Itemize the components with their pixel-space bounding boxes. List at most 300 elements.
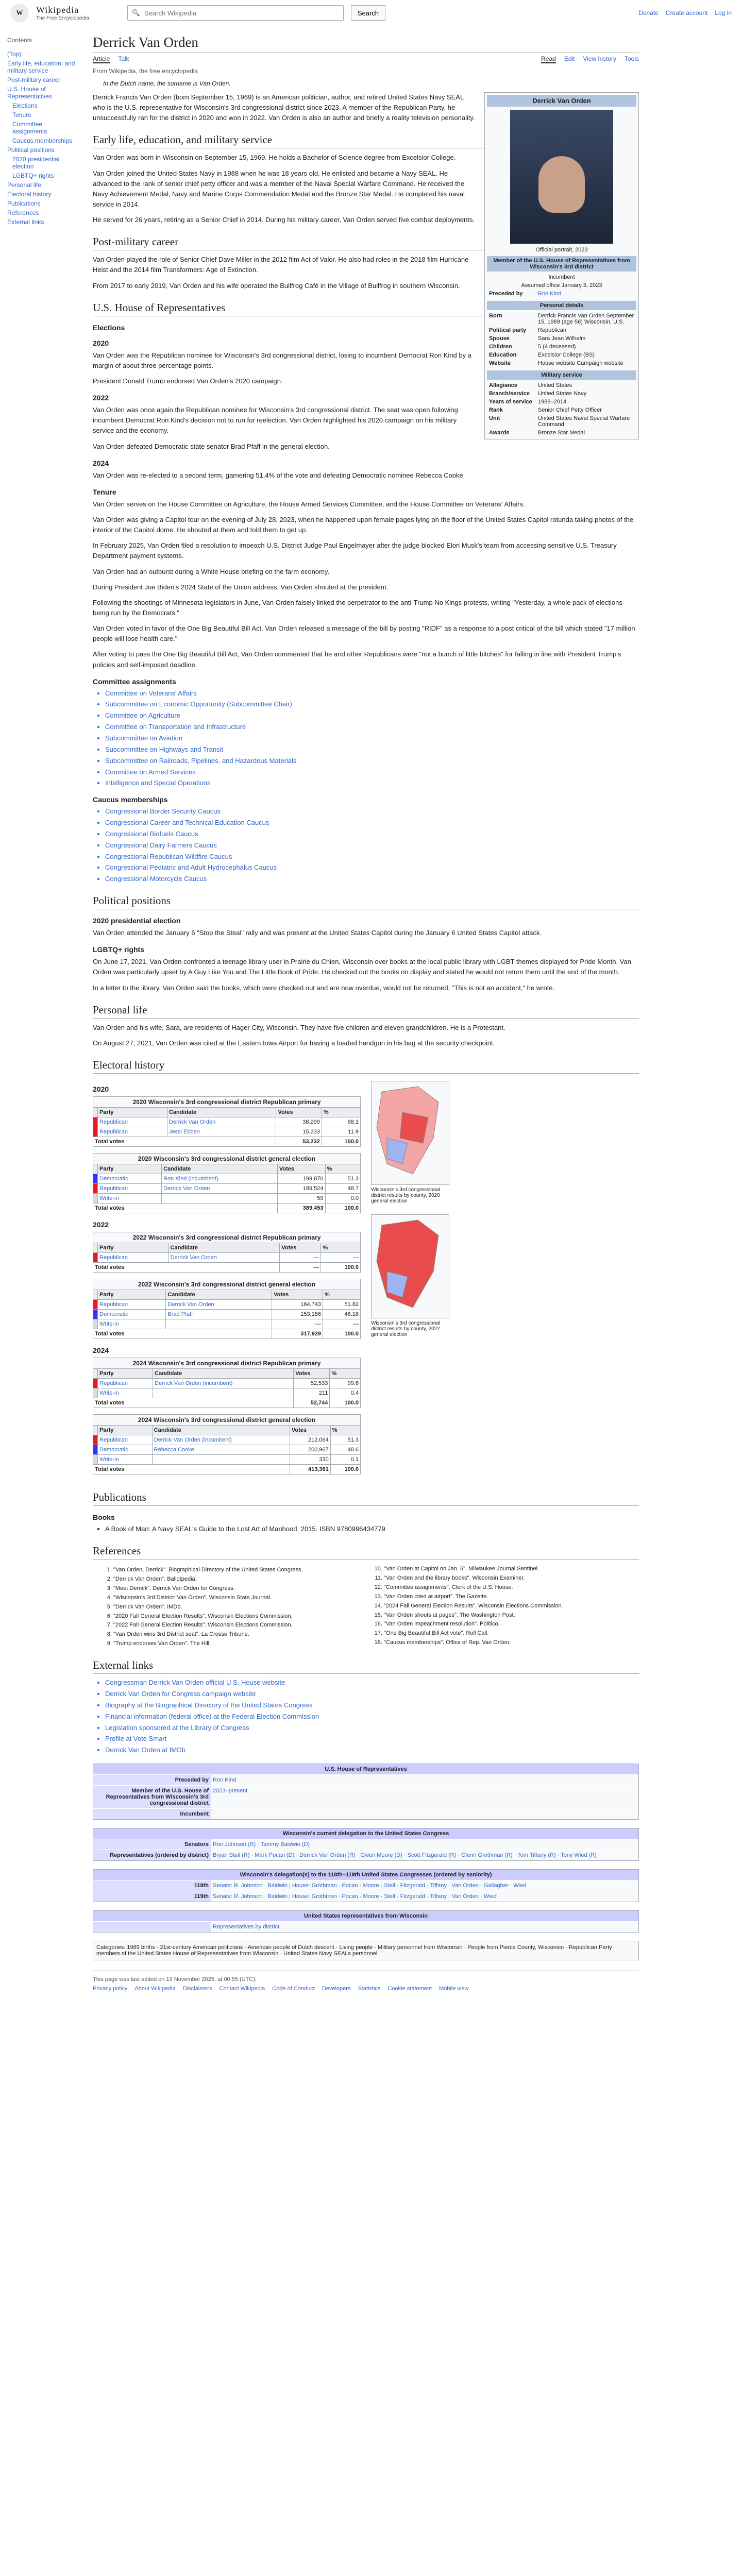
swatch-header (93, 1368, 98, 1378)
percent-cell: 88.1 (322, 1117, 360, 1127)
infobox-row (487, 398, 636, 406)
external-link[interactable]: • Derrick Van Orden for Congress campaign website (105, 1689, 639, 1699)
table-header-row (93, 1107, 361, 1117)
infobox-value: Excelsior College (BS) (538, 352, 595, 358)
total-label: Total votes (93, 1203, 278, 1213)
total-row (93, 1398, 361, 1408)
party-cell[interactable]: Write-in (98, 1454, 153, 1464)
assumed-office: Assumed office January 3, 2023 (521, 282, 602, 289)
tables-2020 (93, 1096, 361, 1213)
footer-links (93, 1986, 639, 1992)
navbox-title[interactable]: U.S. House of Representatives (93, 1764, 638, 1774)
party-color (93, 1388, 98, 1398)
results-map-2022[interactable] (371, 1214, 449, 1318)
committee-item[interactable]: • Intelligence and Special Operations (105, 778, 639, 788)
reference-item: 12. "Committee assignments". Clerk of the U.S. House. (384, 1584, 639, 1592)
reference-item: 15. "Van Orden shouts at pages". The Washington Post. (384, 1612, 639, 1620)
percent-cell: 51.3 (325, 1174, 360, 1183)
table-row (93, 1127, 361, 1137)
search-button[interactable]: Search (351, 5, 385, 21)
table-row (93, 1435, 361, 1445)
total-votes: 413,361 (290, 1464, 330, 1474)
navbox-row (93, 1850, 638, 1860)
toc-item[interactable]: Post-military career (7, 76, 61, 83)
military-service-header: Military service (487, 370, 636, 380)
portrait-caption: Official portrait, 2023 (535, 247, 588, 253)
votes-cell: 153,186 (272, 1309, 323, 1319)
toc-subitem[interactable]: Tenure (12, 111, 31, 118)
section-heading: Personal life (93, 1004, 639, 1019)
caucus-item[interactable]: • Congressional Biofuels Caucus (105, 829, 639, 839)
party-cell[interactable]: Democratic (98, 1174, 162, 1183)
login-link[interactable]: Log in (715, 9, 732, 16)
infobox-value: 1988–2014 (538, 399, 567, 405)
column-header: Votes (272, 1290, 323, 1299)
votes-cell: 211 (294, 1388, 330, 1398)
reference-item: 9. "Trump endorses Van Orden". The Hill. (113, 1640, 368, 1648)
reference-item: 11. "Van Orden and the library books". Wisconsin Examiner. (384, 1574, 639, 1583)
votes-cell: 189,524 (277, 1183, 325, 1193)
party-cell[interactable]: Republican (98, 1299, 166, 1309)
candidate-cell[interactable]: Jessi Ebben (167, 1127, 276, 1137)
total-votes: 389,453 (277, 1203, 325, 1213)
tagline: The Free Encyclopedia (36, 15, 89, 21)
external-link[interactable]: • Derrick Van Orden at IMDb (105, 1745, 639, 1755)
section-heading: U.S. House of Representatives (93, 301, 639, 316)
section-heading: Electoral history (93, 1059, 639, 1074)
paragraph: Van Orden serves on the House Committee on Agriculture, the House Armed Services Committee, and the House Committee on Veterans' Affairs. (93, 500, 525, 508)
create-account-link[interactable]: Create account (665, 9, 708, 16)
navbox-list[interactable]: Senate: R. Johnson · Baldwin | House: Grothman · Pocan · Moore · Steil · Fitzgerald · Tiffany · Van Orden · Gallagher · Wied (211, 1880, 638, 1891)
party-color (93, 1435, 98, 1445)
column-header: Party (98, 1425, 153, 1435)
votes-cell: 15,233 (276, 1127, 322, 1137)
column-header: % (330, 1425, 360, 1435)
candidate-cell[interactable] (153, 1388, 294, 1398)
candidate-cell[interactable]: Derrick Van Orden (166, 1299, 272, 1309)
section-heading: Post-military career (93, 235, 639, 250)
total-votes: 53,232 (276, 1137, 322, 1146)
paragraph: Van Orden attended the January 6 "Stop the Steal" rally and was present at the United States Capitol during the January 6 United States Capitol attack. (93, 929, 542, 937)
paragraph: On August 27, 2021, Van Orden was cited at the Eastern Iowa Airport for having a loaded handgun in his bag at the security checkpoint. (93, 1039, 495, 1047)
percent-cell: 48.7 (325, 1183, 360, 1193)
party-cell[interactable]: Republican (98, 1127, 167, 1137)
caucus-item[interactable]: • Congressional Motorcycle Caucus (105, 874, 639, 884)
toc-item[interactable]: U.S. House of Representatives (7, 86, 52, 100)
navbox-list[interactable]: Ron Johnson (R) · Tammy Baldwin (D) (211, 1839, 638, 1850)
paragraph: Van Orden had an outburst during a White House briefing on the farm economy. (93, 567, 330, 575)
party-color (93, 1127, 98, 1137)
election-table (93, 1096, 361, 1147)
map-caption: Wisconsin's 3rd congressional district results by county, 2022 general election (371, 1320, 441, 1337)
percent-cell: 48.18 (323, 1309, 360, 1319)
total-row (93, 1203, 361, 1213)
candidate-cell[interactable] (166, 1319, 272, 1329)
table-row (93, 1309, 361, 1319)
party-color (93, 1319, 98, 1329)
committee-list (93, 689, 639, 789)
election-maps (371, 1078, 453, 1481)
infobox-value: Republican (538, 327, 567, 333)
party-cell[interactable]: Republican (98, 1117, 167, 1127)
party-cell[interactable]: Write-in (98, 1193, 162, 1203)
infobox-row: Preceded by Ron Kind (489, 291, 562, 297)
swatch-header (93, 1164, 98, 1174)
column-header: Votes (280, 1243, 321, 1252)
toc-subitem[interactable]: Committee assignments (12, 121, 47, 135)
committee-item[interactable]: • Subcommittee on Aviation (105, 734, 639, 743)
section-heading: Political positions (93, 894, 639, 909)
tab-talk[interactable]: Talk (118, 55, 129, 62)
navbox-row (93, 1839, 638, 1850)
committee-item[interactable]: • Committee on Veterans' Affairs (105, 689, 639, 699)
table-row (93, 1319, 361, 1329)
toc-subitem[interactable]: Elections (12, 102, 38, 109)
tab-tools[interactable]: Tools (624, 55, 639, 62)
committee-item[interactable]: • Committee on Agriculture (105, 711, 639, 721)
subsection-heading: 2020 (93, 1084, 109, 1093)
infobox-row (487, 429, 636, 437)
infobox-label: Website (489, 360, 511, 366)
footer-link[interactable]: Mobile view (439, 1986, 469, 1992)
toc-subitem[interactable]: Caucus memberships (12, 137, 73, 144)
total-percent: 100.0 (330, 1464, 360, 1474)
party-color (93, 1252, 98, 1262)
candidate-cell[interactable]: Derrick Van Orden (167, 1117, 276, 1127)
paragraph: Van Orden and his wife, Sara, are residents of Hager City, Wisconsin. They have five children and eleven grandchildren. He is a Protestant. (93, 1023, 505, 1031)
navbox-list[interactable]: Representatives by district (211, 1922, 638, 1932)
footer-link[interactable]: Developers (322, 1986, 351, 1992)
top-header (0, 0, 742, 26)
references-list (93, 1565, 639, 1649)
reference-item: 13. "Van Orden cited at airport". The Gazette. (384, 1593, 639, 1601)
infobox-label: Born (489, 313, 502, 319)
party-cell[interactable]: Write-in (98, 1388, 153, 1398)
percent-cell: — (321, 1252, 361, 1262)
votes-cell: 200,967 (290, 1445, 330, 1454)
candidate-cell[interactable]: Derrick Van Orden (162, 1183, 278, 1193)
table-row (93, 1117, 361, 1127)
tab-read[interactable]: Read (541, 55, 556, 62)
toc-item[interactable]: Early life, education, and military service (7, 60, 75, 74)
navbox-list[interactable]: Ron Kind (211, 1775, 638, 1785)
election-table (93, 1279, 361, 1339)
subsection-heading: Caucus memberships (93, 795, 168, 804)
swatch-header (93, 1107, 98, 1117)
votes-cell: 59 (277, 1193, 325, 1203)
external-link[interactable]: • Legislation sponsored at the Library of Congress (105, 1723, 639, 1733)
caucus-item[interactable]: • Congressional Republican Wildfire Caucus (105, 852, 639, 862)
infobox-label: Allegiance (489, 382, 518, 388)
election-caption: 2022 Wisconsin's 3rd congressional district Republican primary (93, 1232, 361, 1243)
personal-rows (487, 312, 636, 367)
tab-history[interactable]: View history (583, 55, 616, 62)
paragraph: After voting to pass the One Big Beautiful Bill Act, Van Orden commented that he and other Republicans were "not a bunch of little bitches" for falling in line with President Trump's policies and self-imposed deadline. (93, 650, 621, 669)
navbox-list[interactable]: Senate: R. Johnson · Baldwin | House: Grothman · Pocan · Moore · Steil · Fitzgerald · Tiffany · Van Orden · Wied (211, 1891, 638, 1902)
total-row (93, 1464, 361, 1474)
military-rows (487, 381, 636, 437)
swatch-header (93, 1290, 98, 1299)
committee-item[interactable]: • Committee on Armed Services (105, 768, 639, 777)
table-row (93, 1388, 361, 1398)
page-actions (541, 55, 639, 63)
incumbent-label: Incumbent (548, 274, 575, 280)
candidate-cell[interactable] (162, 1193, 278, 1203)
personal-tools (638, 9, 732, 16)
paragraph: In a letter to the library, Van Orden said the books, which were checked out and are now overdue, would not be returned. "This is not an accident," he wrote. (93, 984, 555, 992)
county-map-icon (372, 1081, 448, 1183)
footer-link[interactable]: Contact Wikipedia (219, 1986, 265, 1992)
infobox-row (487, 414, 636, 429)
external-link[interactable]: • Financial information (federal office) at the Federal Election Commission (105, 1712, 639, 1722)
wikipedia-logo-icon[interactable]: W (10, 4, 29, 22)
party-cell[interactable]: Republican (98, 1435, 153, 1445)
infobox-value: United States (538, 382, 572, 388)
committee-item[interactable]: • Subcommittee on Highways and Transit (105, 745, 639, 755)
subsubsection-heading: 2024 (93, 459, 109, 467)
electoral-history (93, 1078, 639, 1481)
subsection-heading: 2024 (93, 1346, 109, 1354)
table-row (93, 1252, 361, 1262)
table-header-row (93, 1425, 361, 1435)
article-content (82, 26, 649, 1997)
section-heading: References (93, 1545, 639, 1560)
caucus-item[interactable]: • Congressional Border Security Caucus (105, 807, 639, 817)
party-cell[interactable]: Write-in (98, 1319, 166, 1329)
party-cell[interactable]: Democratic (98, 1309, 166, 1319)
column-header: Votes (294, 1368, 330, 1378)
external-link[interactable]: • Congressman Derrick Van Orden official U.S. House website (105, 1678, 639, 1688)
navbox-list[interactable]: Bryan Steil (R) · Mark Pocan (D) · Derrick Van Orden (R) · Gwen Moore (D) · Scott Fitzgerald (R) · Glenn Grothman (R) · Tom Tiffany (R) · Tony Wied (R) (211, 1850, 638, 1860)
table-row (93, 1183, 361, 1193)
caucus-item[interactable]: • Congressional Pediatric and Adult Hydrocephalus Caucus (105, 863, 639, 873)
total-label: Total votes (93, 1262, 280, 1272)
tab-edit[interactable]: Edit (564, 55, 575, 62)
committee-item[interactable]: • Subcommittee on Economic Opportunity (Subcommittee Chair) (105, 700, 639, 709)
navbox-row (93, 1785, 638, 1808)
candidate-cell[interactable]: Derrick Van Orden (incumbent) (152, 1435, 290, 1445)
paragraph: During President Joe Biden's 2024 State of the Union address, Van Orden shouted at the president. (93, 583, 389, 591)
toc-item[interactable]: External links (7, 218, 44, 226)
infobox-row (487, 406, 636, 414)
paragraph: Van Orden was once again the Republican nominee for Wisconsin's 3rd congressional district. The seat was open following incumbent Democrat Ron Kind's decision not to run for reelection. Van Orden highlighted his 2020 campaign on his military service and the economy. (93, 406, 458, 435)
infobox-row (487, 334, 636, 343)
votes-cell: — (280, 1252, 321, 1262)
infobox-value: Derrick Francis Van Orden September 15, 1969 (age 56) Wisconsin, U.S. (538, 313, 634, 325)
footer-link[interactable]: About Wikipedia (134, 1986, 176, 1992)
total-percent: 100.0 (330, 1398, 361, 1408)
subsubsection-heading: 2022 (93, 394, 109, 402)
swatch-header (93, 1425, 98, 1435)
infobox-row (487, 351, 636, 359)
subsection-heading: Elections (93, 323, 125, 332)
infobox-label: Years of service (489, 399, 532, 405)
votes-cell: 164,743 (272, 1299, 323, 1309)
table-row (93, 1193, 361, 1203)
election-table (93, 1414, 361, 1475)
infobox-value: United States Naval Special Warfare Command (538, 415, 630, 428)
infobox-value: Bronze Star Medal (538, 430, 585, 436)
navbox-group: Representatives (ordered by district) (93, 1850, 211, 1860)
party-color (93, 1454, 98, 1464)
reference-item: 3. "Meet Derrick". Derrick Van Orden for Congress. (113, 1585, 368, 1593)
page-tabs (93, 55, 639, 63)
footer-link[interactable]: Disclaimers (182, 1986, 212, 1992)
reference-item: 2. "Derrick Van Orden". Ballotpedia. (113, 1575, 368, 1584)
table-header-row (93, 1164, 361, 1174)
subsection-heading: LGBTQ+ rights (93, 945, 144, 954)
category-links[interactable]: Categories: 1969 births · 21st-century American politicians · American people of Dutch descent · Living people · Military personnel from Wisconsin · People from Pierce County, Wisconsin · Republican Party members of the United States House of Representatives from Wisconsin · United States Navy SEALs personnel (93, 1941, 639, 1960)
infobox (484, 92, 639, 439)
footer-link[interactable]: Privacy policy (93, 1986, 128, 1992)
wordmark-block (36, 5, 89, 21)
votes-cell: 199,870 (277, 1174, 325, 1183)
navbox (93, 1869, 639, 1902)
paragraph: Van Orden defeated Democratic state senator Brad Pfaff in the general election. (93, 442, 330, 450)
section-heading: External links (93, 1659, 639, 1674)
table-of-contents (0, 26, 82, 1997)
portrait-image[interactable] (510, 110, 613, 244)
section-heading: Early life, education, and military service (93, 133, 639, 148)
column-header: Party (98, 1368, 153, 1378)
candidate-cell[interactable]: Derrick Van Orden (incumbent) (153, 1378, 294, 1388)
column-header: % (325, 1164, 360, 1174)
column-header: Votes (276, 1107, 322, 1117)
paragraph: Van Orden joined the United States Navy in 1988 when he was 18 years old. He enlisted and became a Navy SEAL. He advanced to the rank of senior chief petty officer and was a member of the Naval Special Warfare Command. He received the Navy Achievement Medal, Navy and Marine Corps Commendation Medal and the Bronze Star Medal. He completed his naval service in 2014. (93, 169, 465, 208)
toc-item[interactable]: Political positions (7, 146, 55, 154)
wordmark[interactable]: Wikipedia (36, 5, 79, 15)
footer-link[interactable]: Code of Conduct (272, 1986, 315, 1992)
infobox-row (487, 381, 636, 389)
total-row (93, 1329, 361, 1338)
county-shape (377, 1220, 439, 1308)
navbox-title[interactable]: United States representatives from Wisconsin (93, 1911, 638, 1921)
caucus-item[interactable]: • Congressional Dairy Farmers Caucus (105, 841, 639, 851)
committee-item[interactable]: • Committee on Transportation and Infrastructure (105, 722, 639, 732)
party-cell[interactable]: Republican (98, 1183, 162, 1193)
election-caption: 2020 Wisconsin's 3rd congressional district Republican primary (93, 1096, 361, 1107)
column-header: Party (98, 1107, 167, 1117)
candidate-cell[interactable]: Ron Kind (incumbent) (162, 1174, 278, 1183)
navbox-title[interactable]: Wisconsin's delegation(s) to the 118th–119th United States Congresses (ordered by seniority) (93, 1870, 638, 1880)
party-color (93, 1299, 98, 1309)
table-row (93, 1445, 361, 1454)
last-edited: This page was last edited on 19 November 2025, at 00:55 (UTC). (93, 1976, 257, 1983)
candidate-cell[interactable]: Derrick Van Orden (168, 1252, 280, 1262)
county-shape (400, 1112, 428, 1143)
candidate-cell[interactable]: Brad Pfaff (166, 1309, 272, 1319)
swatch-header (93, 1243, 98, 1252)
column-header: % (323, 1290, 360, 1299)
hatnote: In the Dutch name, the surname is Van Orden. (103, 80, 231, 87)
column-header: % (321, 1243, 361, 1252)
caucus-item[interactable]: • Congressional Career and Technical Education Caucus (105, 818, 639, 828)
navbox-row (93, 1808, 638, 1819)
toc-top[interactable]: (Top) (7, 50, 22, 58)
table-row (93, 1378, 361, 1388)
infobox-label: Branch/service (489, 391, 530, 397)
table-row (93, 1454, 361, 1464)
paragraph: Van Orden was born in Wisconsin on September 15, 1969. He holds a Bachelor of Science degree from Excelsior College. (93, 154, 456, 162)
portrait-figure (538, 156, 585, 213)
footer-link[interactable]: Statistics (358, 1986, 381, 1992)
search-input[interactable] (143, 9, 339, 18)
party-cell[interactable]: Republican (98, 1378, 153, 1388)
infobox-row (487, 389, 636, 398)
toc-item[interactable]: Electoral history (7, 191, 52, 198)
election-caption: 2022 Wisconsin's 3rd congressional district general election (93, 1279, 361, 1290)
column-header: % (330, 1368, 361, 1378)
reference-item: 10. "Van Orden at Capitol on Jan. 6". Milwaukee Journal Sentinel. (384, 1565, 639, 1573)
party-color (93, 1378, 98, 1388)
election-table (93, 1232, 361, 1273)
toc-item[interactable]: References (7, 209, 39, 216)
caucus-list (93, 807, 639, 884)
toc-item[interactable]: Personal life (7, 181, 42, 189)
party-cell[interactable]: Republican (98, 1252, 169, 1262)
toc-subitem[interactable]: 2020 presidential election (12, 156, 60, 170)
site-sub: From Wikipedia, the free encyclopedia (93, 67, 198, 75)
subsection-heading: 2022 (93, 1220, 109, 1229)
total-votes: 52,744 (294, 1398, 330, 1408)
reference-item: 5. "Derrick Van Orden". IMDb. (113, 1603, 368, 1612)
candidate-cell[interactable] (152, 1454, 290, 1464)
total-row (93, 1262, 361, 1272)
infobox-label: Spouse (489, 335, 510, 342)
reference-item: 18. "Caucus memberships". Office of Rep. Van Orden. (384, 1639, 639, 1647)
infobox-label: Awards (489, 430, 510, 436)
column-header: % (322, 1107, 360, 1117)
results-map-2020[interactable] (371, 1081, 449, 1185)
percent-cell: 0.1 (330, 1454, 360, 1464)
donate-link[interactable]: Donate (638, 9, 659, 16)
navbox-row (93, 1921, 638, 1932)
column-header: Candidate (168, 1243, 280, 1252)
subsection-heading: 2020 presidential election (93, 917, 181, 925)
section-heading: Publications (93, 1491, 639, 1506)
party-cell[interactable]: Democratic (98, 1445, 153, 1454)
percent-cell: 0.0 (325, 1193, 360, 1203)
tables-2024 (93, 1358, 361, 1475)
infobox-value: Senior Chief Petty Officer (538, 407, 602, 413)
external-link[interactable]: • Profile at Vote Smart (105, 1734, 639, 1744)
percent-cell: 0.4 (330, 1388, 361, 1398)
office-title: Member of the U.S. House of Representatives from Wisconsin's 3rd district (487, 256, 636, 272)
external-link[interactable]: • Biography at the Biographical Directory of the United States Congress (105, 1701, 639, 1710)
total-label: Total votes (93, 1464, 290, 1474)
subsubsection-heading: 2020 (93, 338, 109, 347)
toc-item[interactable]: Publications (7, 200, 41, 207)
election-tables (93, 1078, 361, 1481)
paragraph: On June 17, 2021, Van Orden confronted a teenage library user in Prairie du Chien, Wisconsin over books at the local public library with LGBT themes displayed for Pride Month. Van Orden was particularly upset by A Guy Like You and The Little Book of Pride. He checked out the books on display and stated he would not return them until the end of the month. (93, 958, 631, 976)
toc-title: Contents (7, 37, 75, 46)
toc-subitem[interactable]: LGBTQ+ rights (12, 172, 54, 179)
tab-article[interactable]: Article (93, 55, 110, 62)
infobox-value: 5 (4 deceased) (538, 344, 576, 350)
navbox-list[interactable]: 2023–present (211, 1786, 638, 1808)
navbox-list[interactable] (211, 1809, 638, 1819)
column-header: Candidate (166, 1290, 272, 1299)
column-header: Candidate (152, 1425, 290, 1435)
committee-item[interactable]: • Subcommittee on Railroads, Pipelines, and Hazardous Materials (105, 756, 639, 766)
navbox-row (93, 1891, 638, 1902)
election-table (93, 1153, 361, 1213)
percent-cell: — (323, 1319, 360, 1329)
navbox-title[interactable]: Wisconsin's current delegation to the United States Congress (93, 1828, 638, 1839)
footer-link[interactable]: Cookie statement (387, 1986, 432, 1992)
paragraph: Van Orden was the Republican nominee for Wisconsin's 3rd congressional district, losing to incumbent Democrat Ron Kind by a margin of about three percentage points. (93, 351, 471, 369)
candidate-cell[interactable]: Rebecca Cooke (152, 1445, 290, 1454)
